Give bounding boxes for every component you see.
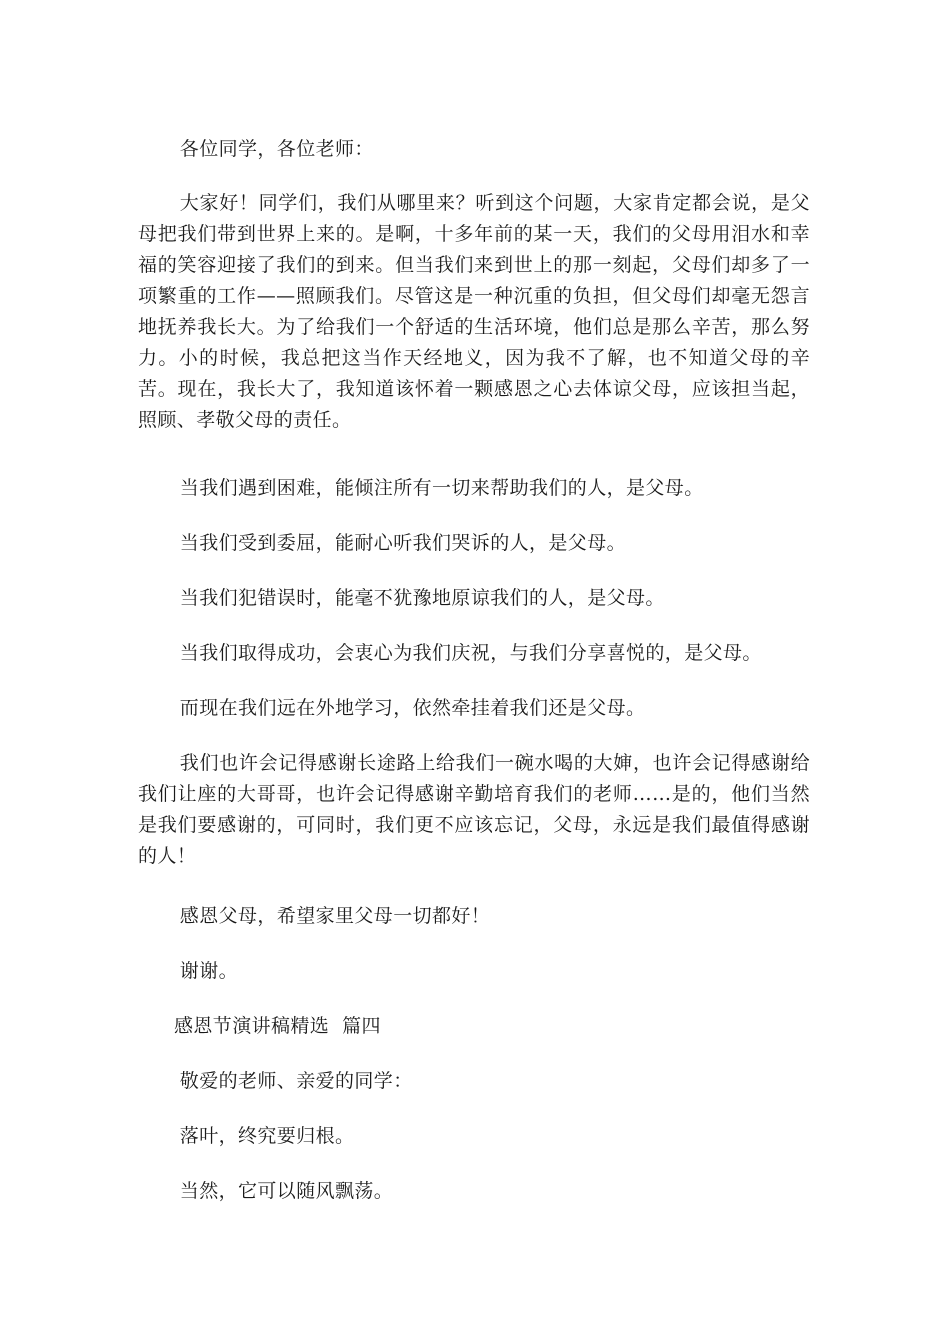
- body-paragraph: 大家好！同学们，我们从哪里来？听到这个问题，大家肯定都会说，是父母把我们带到世界上来的。是啊，十多年前的某一天，我们的父母用泪水和幸福的笑容迎接了我们的到来。但当我们来到世上的那一刻起，父母们却多了一项繁重的工作——照顾我们。尽管这是一种沉重的负担，但父母们却毫无怨言地抚养我长大。为了给我们一个舒适的生活环境，他们总是那么辛苦，那么努力。小的时候，我总把这当作天经地义，因为我不了解，也不知道父母的辛苦。现在，我长大了，我知道该怀着一颗感恩之心去体谅父母，应该担当起，照顾、孝敬父母的责任。: [138, 192, 810, 431]
- body-paragraph: 我们也许会记得感谢长途路上给我们一碗水喝的大婶，也许会记得感谢给我们让座的大哥哥，也许会记得感谢辛勤培育我们的老师……是的，他们当然是我们要感谢的，可同时，我们更不应该忘记，父母，永远是我们最值得感谢的人！: [138, 752, 810, 867]
- salutation-paragraph: 各位同学，各位老师：: [179, 138, 374, 160]
- body-paragraph: 而现在我们远在外地学习，依然牵挂着我们还是父母。: [179, 697, 646, 719]
- closing-paragraph: 谢谢。: [179, 960, 238, 982]
- body-paragraph: 落叶，终究要归根。: [179, 1125, 355, 1147]
- body-paragraph: 当我们遇到困难，能倾注所有一切来帮助我们的人，是父母。: [179, 477, 704, 499]
- body-paragraph: 当然，它可以随风飘荡。: [179, 1180, 394, 1202]
- body-paragraph: 感恩父母，希望家里父母一切都好！: [179, 905, 491, 927]
- section-heading: 感恩节演讲稿精选 篇四: [174, 1015, 381, 1037]
- salutation-paragraph: 敬爱的老师、亲爱的同学：: [179, 1070, 413, 1092]
- body-paragraph: 当我们犯错误时，能毫不犹豫地原谅我们的人，是父母。: [179, 587, 665, 609]
- body-paragraph: 当我们取得成功，会衷心为我们庆祝，与我们分享喜悦的，是父母。: [179, 642, 762, 664]
- body-paragraph: 当我们受到委屈，能耐心听我们哭诉的人，是父母。: [179, 532, 626, 554]
